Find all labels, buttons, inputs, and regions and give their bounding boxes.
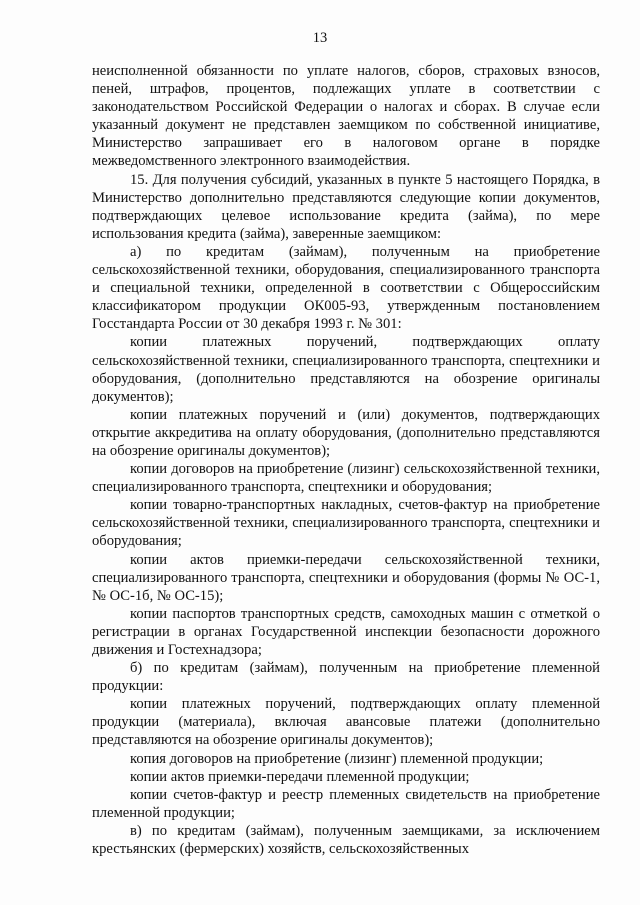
paragraph: копии паспортов транспортных средств, самоходных машин с отметкой о регистрации в органах Государственной инспекции безопасности дорожного движения и Гостехнадзора;	[92, 605, 600, 658]
paragraph: а) по кредитам (займам), полученным на приобретение сельскохозяйственной техники, оборудования, специализированного транспорта и специальной техники, определенной в соответствии с Общероссийским классификатором продукции ОК005-93, утвержденным постановлением Госстандарта России от 30 декабря 1993 г. № 301:	[92, 243, 600, 333]
paragraph: копии договоров на приобретение (лизинг) сельскохозяйственной техники, специализированного транспорта, спецтехники и оборудования;	[92, 461, 600, 496]
paragraph: б) по кредитам (займам), полученным на приобретение племенной продукции:	[92, 660, 600, 695]
paragraph: 15. Для получения субсидий, указанных в пункте 5 настоящего Порядка, в Министерство дополнительно представляются следующие копии документов, подтверждающих целевое использование кредита (займа), по мере использования кредита (займа), заверенные заемщиком:	[92, 171, 600, 242]
paragraph: копии счетов-фактур и реестр племенных свидетельств на приобретение племенной продукции;	[92, 786, 600, 821]
paragraph: копии актов приемки-передачи сельскохозяйственной техники, специализированного транспорта, спецтехники и оборудования (формы № ОС-1, № ОС-1б, № ОС-15);	[92, 551, 600, 604]
page-number: 13	[312, 30, 328, 46]
paragraph: копии товарно-транспортных накладных, счетов-фактур на приобретение сельскохозяйственной техники, специализированного транспорта, спецтехники и оборудования;	[92, 497, 600, 550]
paragraph: копии платежных поручений и (или) документов, подтверждающих открытие аккредитива на оплату оборудования, (дополнительно представляются на обозрение оригиналы документов);	[92, 406, 600, 459]
paragraph: неисполненной обязанности по уплате налогов, сборов, страховых взносов, пеней, штрафов, процентов, подлежащих уплате в соответствии с законодательством Российской Федерации о налогах и сборах. В случае если указанный документ не представлен заемщиком по собственной инициативе, Министерство запрашивает его в налоговом органе в порядке межведомственного электронного взаимодействия.	[92, 63, 600, 170]
paragraph: в) по кредитам (займам), полученным заемщиками, за исключением крестьянских (фермерских) хозяйств, сельскохозяйственных	[92, 822, 600, 858]
paragraph: копии платежных поручений, подтверждающих оплату племенной продукции (материала), включая авансовые платежи (дополнительно представляются на обозрение оригиналы документов);	[92, 696, 600, 749]
paragraph: копии платежных поручений, подтверждающих оплату сельскохозяйственной техники, специализированного транспорта, спецтехники и оборудования, (дополнительно представляются на обозрение оригиналы документов);	[92, 334, 600, 405]
document-body	[92, 62, 600, 858]
paragraph: копии актов приемки-передачи племенной продукции;	[130, 768, 470, 785]
paragraph: копия договоров на приобретение (лизинг) племенной продукции;	[130, 750, 544, 767]
